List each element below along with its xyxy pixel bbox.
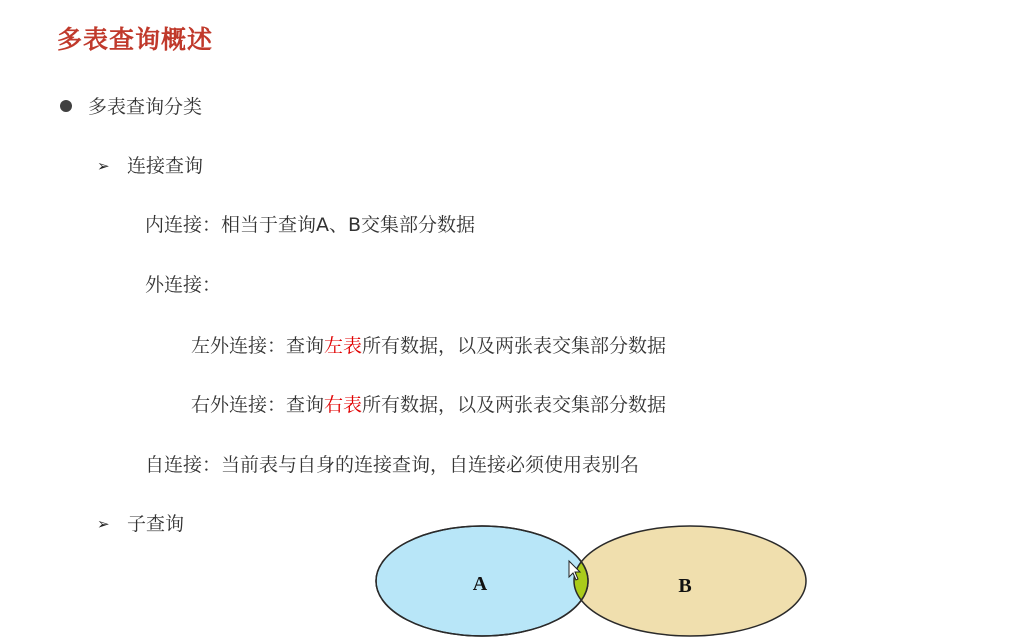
venn-diagram: [370, 520, 820, 642]
self-join-text: 自连接：当前表与自身的连接查询，自连接必须使用表别名: [145, 454, 640, 476]
section-join-query: 连接查询: [127, 155, 204, 177]
slide-title: 多表查询概述: [57, 25, 214, 54]
outer-join-text: 外连接：: [145, 274, 222, 296]
arrow-bullet-icon: ➢: [97, 515, 110, 533]
bullet-dot-icon: [60, 100, 72, 112]
right-outer-prefix: 右外连接：查询: [191, 394, 325, 416]
left-outer-join-text: [191, 333, 666, 359]
arrow-bullet-icon: ➢: [97, 157, 110, 175]
inner-join-text: 内连接：相当于查询A、B交集部分数据: [145, 214, 476, 236]
bullet-main-text: 多表查询分类: [88, 96, 203, 118]
left-table-highlight: 左表: [324, 335, 363, 357]
right-table-highlight: 右表: [324, 394, 363, 416]
left-outer-prefix: 左外连接：查询: [191, 335, 325, 357]
right-outer-join-text: [191, 392, 666, 418]
venn-label-a: A: [472, 573, 488, 595]
right-outer-suffix: 所有数据，以及两张表交集部分数据: [362, 394, 667, 416]
section-subquery: 子查询: [127, 513, 185, 535]
venn-label-b: B: [678, 575, 692, 597]
left-outer-suffix: 所有数据，以及两张表交集部分数据: [362, 335, 667, 357]
